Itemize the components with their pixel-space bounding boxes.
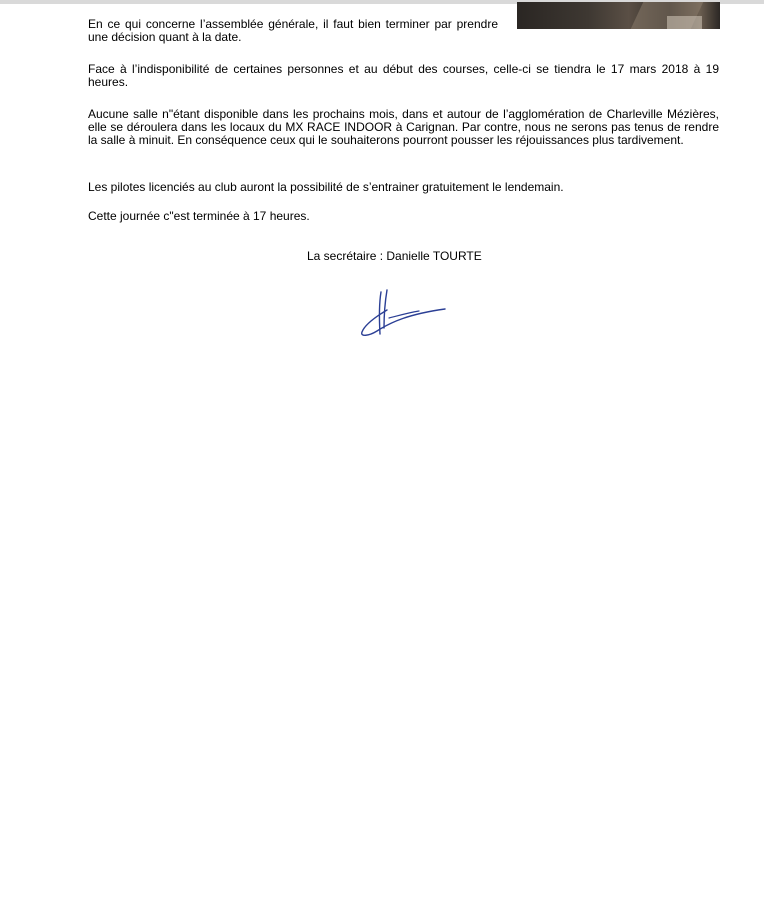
paragraph-assembly-date: En ce qui concerne l’assemblée générale, il faut bien terminer par prendre une décision quant à la date. [88, 17, 498, 44]
photo-detail [667, 16, 702, 29]
paragraph-meeting-date: Face à l’indisponibilité de certaines personnes et au début des courses, celle-ci se tiendra le 17 mars 2018 à 19 heures. [88, 62, 719, 89]
paragraph-training: Les pilotes licenciés au club auront la possibilité de s’entrainer gratuitement le lendemain. [88, 180, 564, 194]
paragraph-end-time: Cette journée c"est terminée à 17 heures. [88, 209, 310, 223]
cropped-photo [517, 2, 720, 29]
paragraph-venue: Aucune salle n"étant disponible dans les prochains mois, dans et autour de l’agglomération de Charleville Mézières, elle se déroulera dans les locaux du MX RACE INDOOR à Carignan. Par contre, nous ne serons pas tenus de rendre la salle à minuit. En conséquence ceux qui le souhaiterons pourront pousser les réjouissances plus tardivement. [88, 107, 719, 147]
signature-label: La secrétaire : Danielle TOURTE [307, 249, 482, 263]
handwritten-signature [357, 286, 449, 340]
